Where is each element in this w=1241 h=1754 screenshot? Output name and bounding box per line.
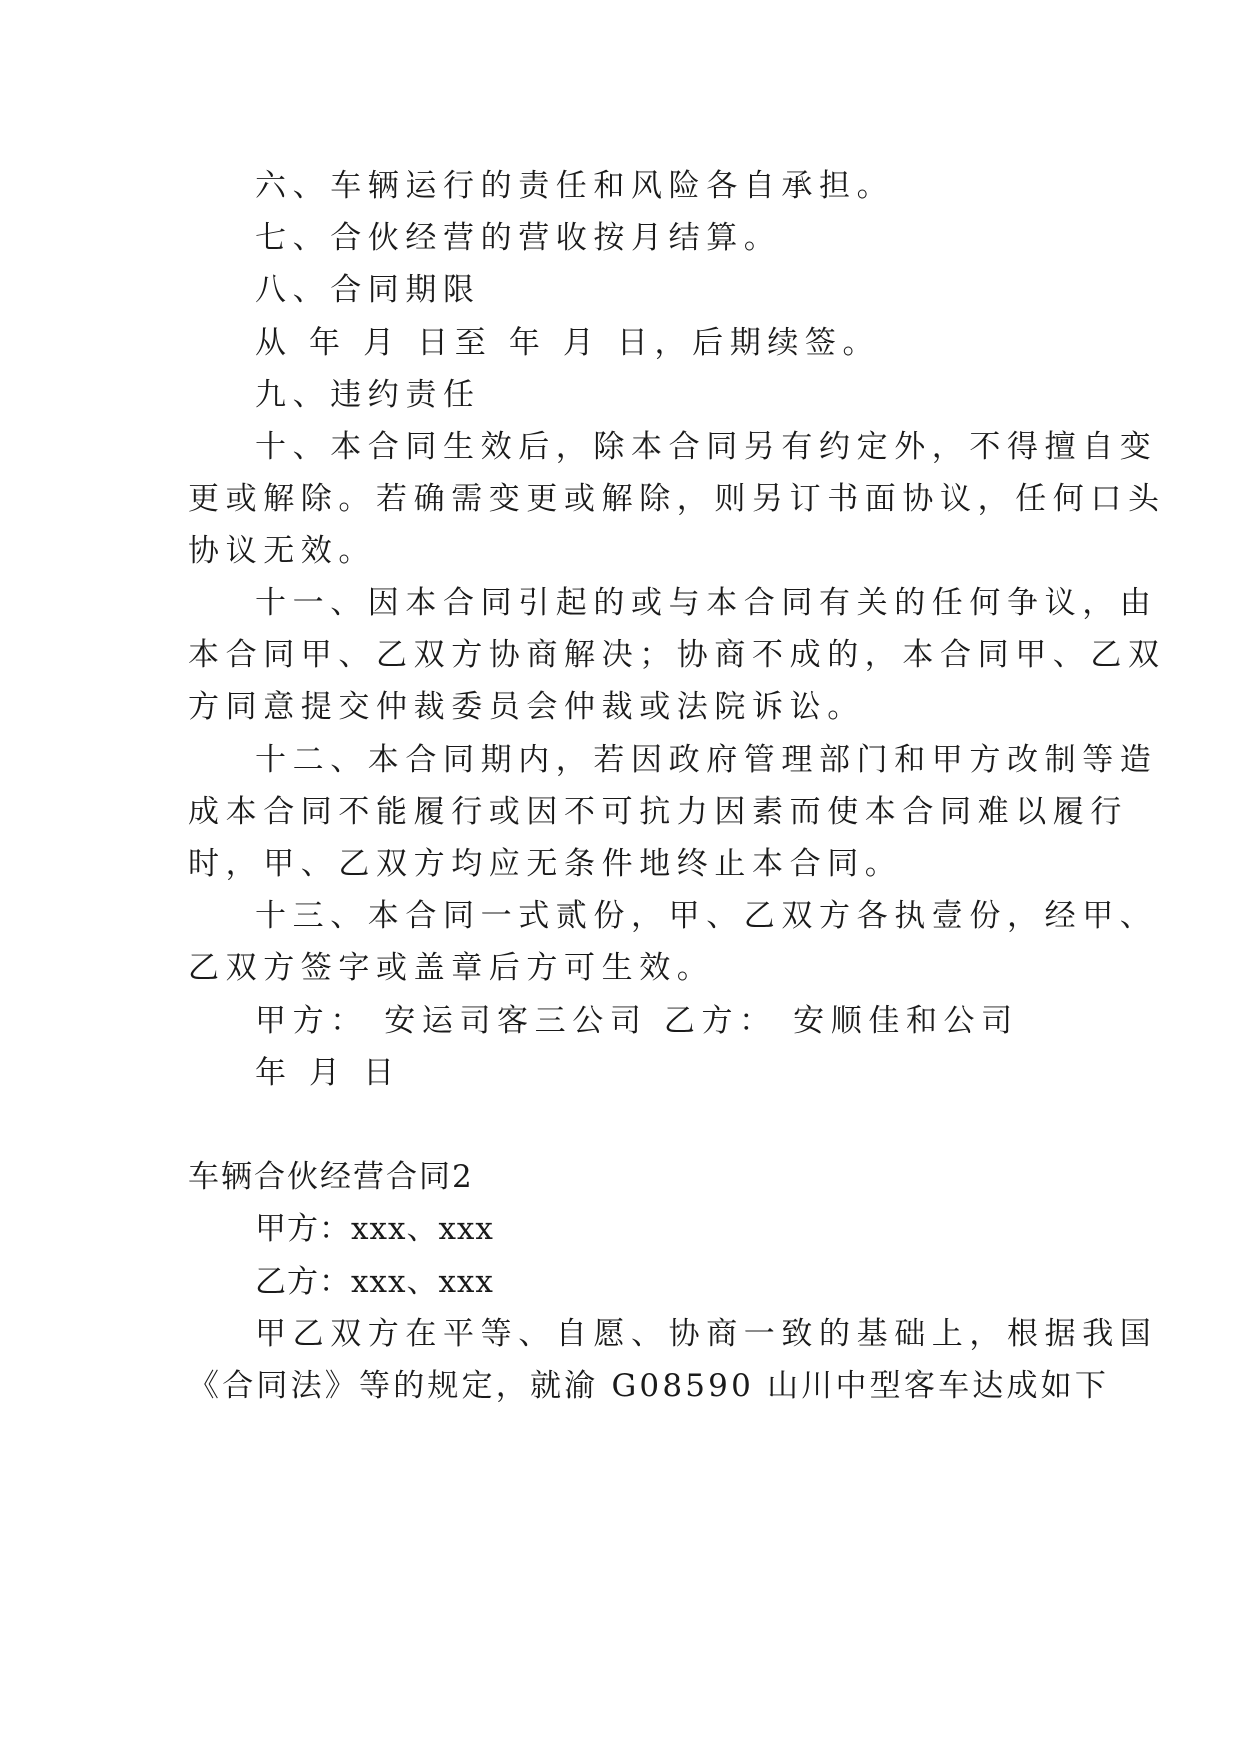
clause-12-line-2: 成本合同不能履行或因不可抗力因素而使本合同难以履行: [188, 794, 1128, 830]
clause-9-heading: 九、违约责任: [255, 377, 481, 413]
party-a: 甲方：xxx、xxx: [255, 1211, 494, 1247]
clause-10-line-1: 十、本合同生效后，除本合同另有约定外，不得擅自变: [255, 429, 1158, 465]
party-b: 乙方：xxx、xxx: [255, 1264, 494, 1300]
clause-12-line-1: 十二、本合同期内，若因政府管理部门和甲方改制等造: [255, 742, 1158, 778]
contract-term-dates: 从 年 月 日至 年 月 日，后期续签。: [255, 325, 881, 361]
clause-7: 七、合伙经营的营收按月结算。: [255, 220, 782, 256]
clause-11-line-2: 本合同甲、乙双方协商解决；协商不成的，本合同甲、乙双: [188, 637, 1166, 673]
clause-10-line-2: 更或解除。若确需变更或解除，则另订书面协议，任何口头: [188, 481, 1166, 517]
clause-11-line-3: 方同意提交仲裁委员会仲裁或法院诉讼。: [188, 689, 865, 725]
clause-11-line-1: 十一、因本合同引起的或与本合同有关的任何争议，由: [255, 585, 1158, 621]
signature-date: 年 月 日: [255, 1055, 401, 1091]
clause-10-line-3: 协议无效。: [188, 533, 376, 569]
preamble-line-2: 《合同法》等的规定，就渝 G08590 山川中型客车达成如下: [188, 1368, 1110, 1404]
clause-13-line-1: 十三、本合同一式贰份，甲、乙双方各执壹份，经甲、: [255, 898, 1158, 934]
clause-13-line-2: 乙双方签字或盖章后方可生效。: [188, 950, 715, 986]
clause-6: 六、车辆运行的责任和风险各自承担。: [255, 168, 895, 204]
contract-2-title: 车辆合伙经营合同2: [188, 1159, 474, 1195]
signatory-parties: 甲方： 安运司客三公司 乙方： 安顺佳和公司: [255, 1003, 1019, 1039]
preamble-line-1: 甲乙双方在平等、自愿、协商一致的基础上，根据我国: [255, 1316, 1158, 1352]
clause-8-heading: 八、合同期限: [255, 272, 481, 308]
clause-12-line-3: 时，甲、乙双方均应无条件地终止本合同。: [188, 846, 903, 882]
